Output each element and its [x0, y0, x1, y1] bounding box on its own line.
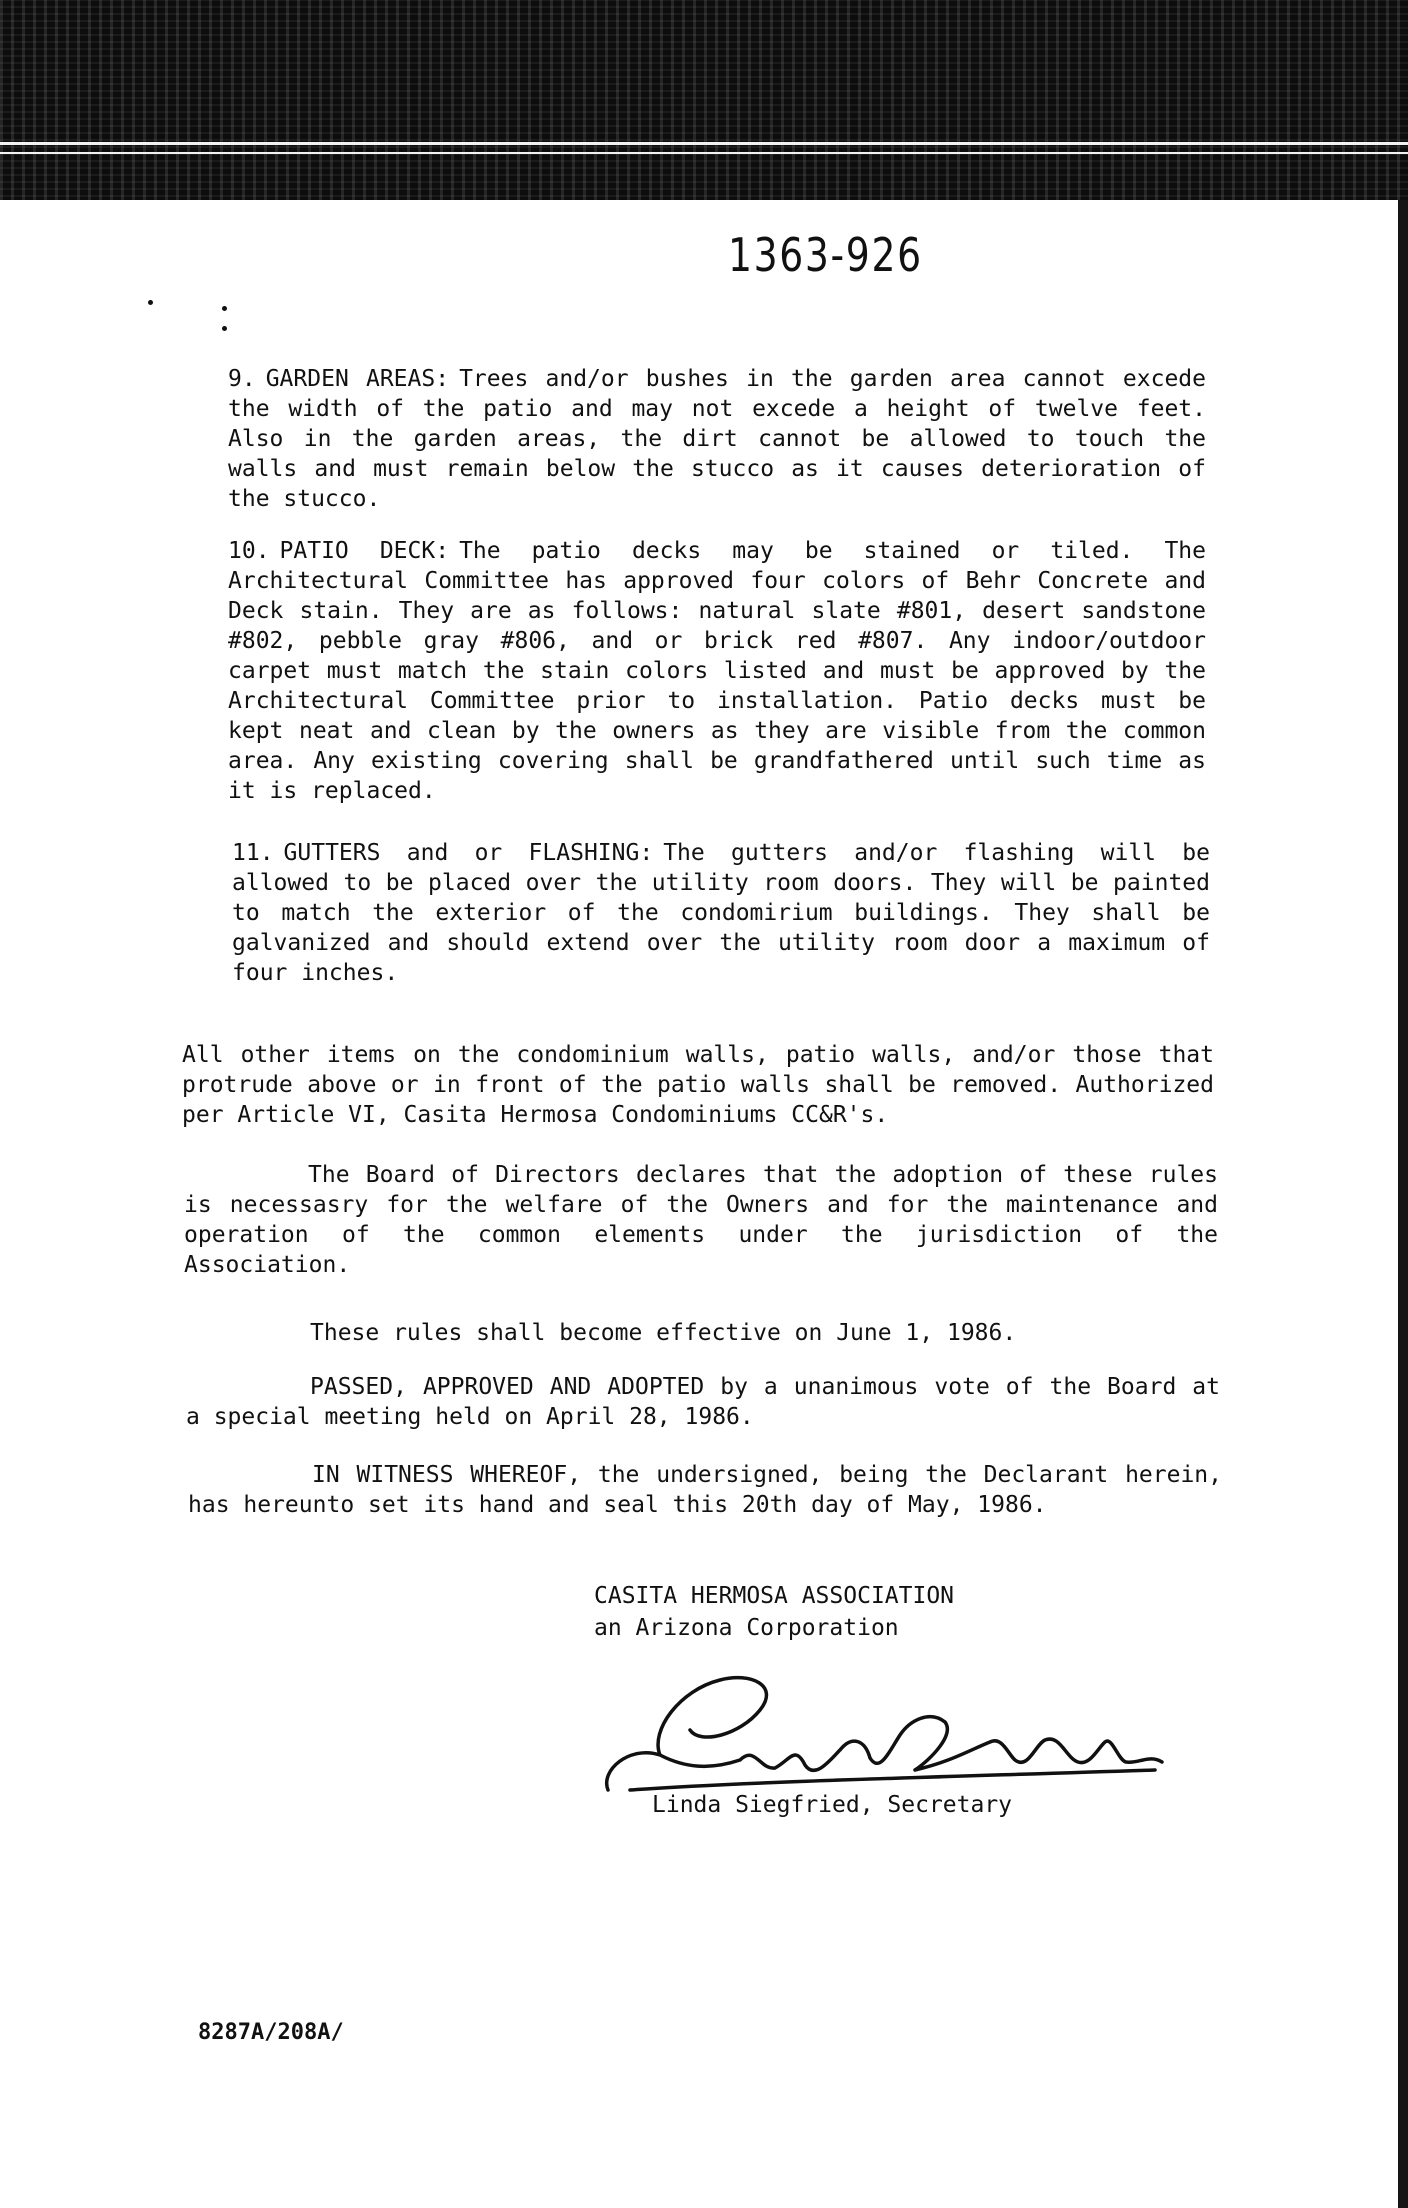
footer-code: 8287A/208A/	[198, 2020, 344, 2045]
section-heading: PATIO DECK:	[279, 538, 450, 564]
punch-mark	[222, 306, 227, 311]
section-text: The gutters and/or flashing will be allowed to be placed over the utility room doors. They will be painted to match the exterior of the condomirium buildings. They shall be galvanized and should extend over the utility room door a maximum of four inches.	[232, 840, 1210, 986]
section-text: Trees and/or bushes in the garden area cannot excede the width of the patio and may not excede a height of twelve feet. Also in the garden areas, the dirt cannot be allowed to touch the walls and must remain below the stucco as it causes deterioration of the stucco.	[228, 366, 1206, 512]
page-edge	[1398, 200, 1408, 2208]
scan-line	[0, 142, 1408, 145]
association-name: CASITA HERMOSA ASSOCIATION	[594, 1583, 955, 1609]
board-declaration-paragraph: The Board of Directors declares that the adoption of these rules is necessasry for the welfare of the Owners and for the maintenance and operation of the common elements under the jurisdiction of the Association.	[184, 1162, 1218, 1278]
effective-date-paragraph: These rules shall become effective on June 1, 1986.	[310, 1320, 1017, 1346]
document-number: 1363-926	[728, 228, 923, 282]
witness-paragraph: IN WITNESS WHEREOF, the undersigned, being the Declarant herein, has hereunto set its hand and seal this 20th day of May, 1986.	[188, 1462, 1222, 1518]
association-block	[594, 1580, 954, 1644]
section-number: 11.	[232, 840, 274, 866]
punch-mark	[222, 326, 227, 331]
association-type: an Arizona Corporation	[594, 1615, 899, 1641]
section-patio-deck	[228, 536, 1206, 806]
section-heading: GARDEN AREAS:	[265, 366, 450, 392]
section-number: 10.	[228, 538, 270, 564]
section-number: 9.	[228, 366, 256, 392]
section-text: The patio decks may be stained or tiled. The Architectural Committee has approved four colors of Behr Concrete and Deck stain. They are as follows: natural slate #801, desert sandstone #802, pebble gray #806, and or brick red #807. Any indoor/outdoor carpet must match the stain colors listed and must be approved by the Architectural Committee prior to installation. Patio decks must be kept neat and clean by the owners as they are visible from the common area. Any existing covering shall be grandfathered until such time as it is replaced.	[228, 538, 1206, 804]
other-items-paragraph: All other items on the condominium walls, patio walls, and/or those that protrude above or in front of the patio walls shall be removed. Authorized per Article VI, Casita Hermosa Condominiums CC&R's.	[182, 1042, 1214, 1128]
passed-paragraph: PASSED, APPROVED AND ADOPTED by a unanimous vote of the Board at a special meeting held on April 28, 1986.	[186, 1374, 1220, 1430]
signature-image	[590, 1650, 1170, 1810]
section-heading: GUTTERS and or FLASHING:	[283, 840, 654, 866]
section-garden-areas	[228, 364, 1206, 514]
punch-mark	[148, 300, 153, 305]
scan-artifact-band	[0, 0, 1408, 232]
scan-line	[0, 152, 1408, 154]
section-gutters-flashing	[232, 838, 1210, 988]
signer-name: Linda Siegfried, Secretary	[652, 1792, 1013, 1818]
